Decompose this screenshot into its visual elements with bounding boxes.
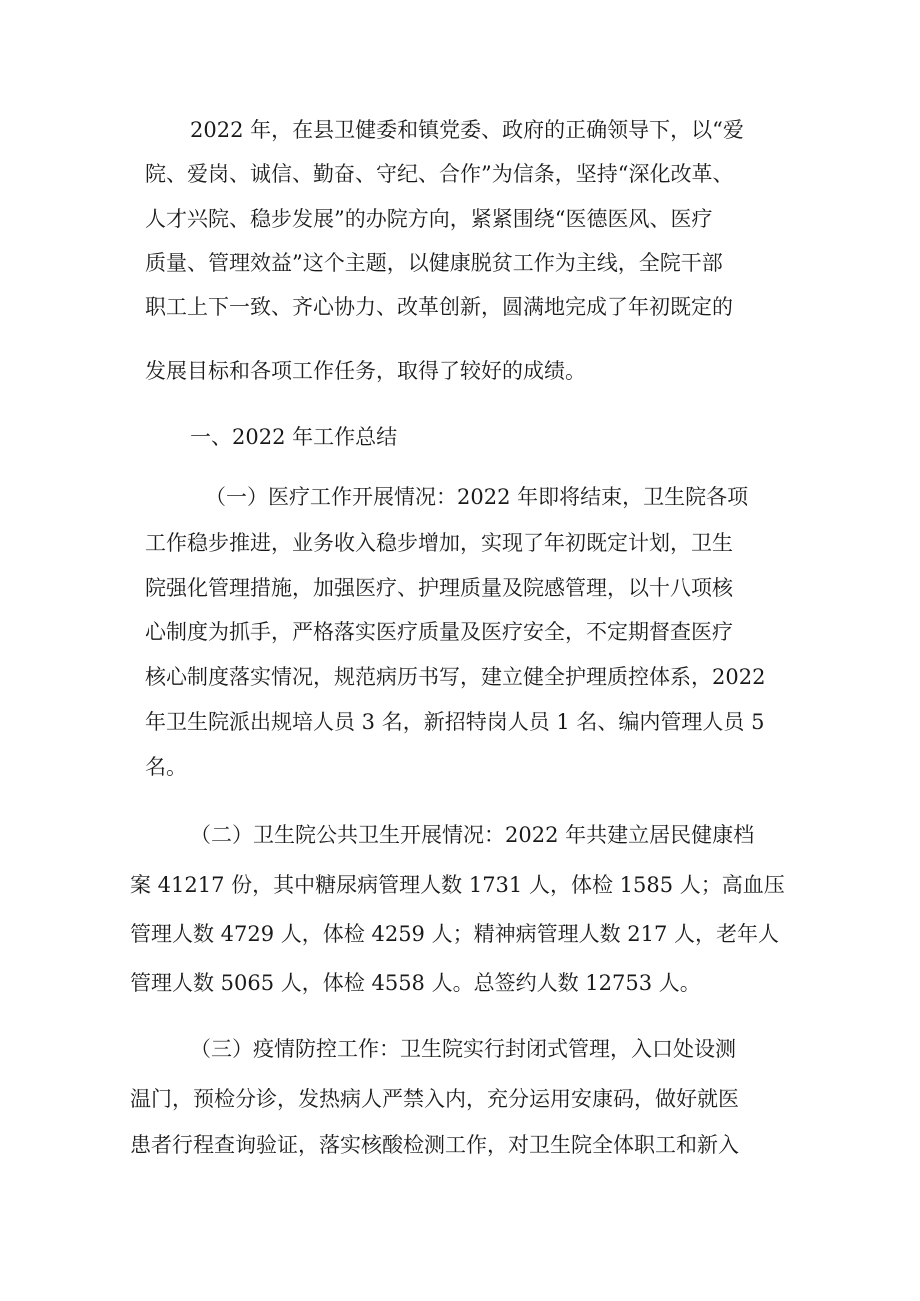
paragraph-medical-line-3: 院强化管理措施，加强医疗、护理质量及院感管理，以十八项核 — [145, 576, 733, 600]
paragraph-intro-line-6: 发展目标和各项工作任务，取得了较好的成绩。 — [145, 359, 586, 383]
paragraph-medical-line-6: 年卫生院派出规培人员 3 名，新招特岗人员 1 名、编内管理人员 5 — [145, 710, 765, 734]
paragraph-medical-line-5: 核心制度落实情况，规范病历书写，建立健全护理质控体系，2022 — [145, 665, 766, 689]
paragraph-epidemic-line-3: 患者行程查询验证，落实核酸检测工作，对卫生院全体职工和新入 — [130, 1133, 739, 1157]
paragraph-public-health-line-3: 管理人数 4729 人，体检 4259 人；精神病管理人数 217 人，老年人 — [130, 922, 780, 946]
section-heading: 一、2022 年工作总结 — [190, 425, 398, 449]
paragraph-epidemic-line-2: 温门，预检分诊，发热病人严禁入内，充分运用安康码，做好就医 — [130, 1087, 739, 1111]
paragraph-medical-line-7: 名。 — [145, 755, 187, 779]
paragraph-public-health-line-4: 管理人数 5065 人，体检 4558 人。总签约人数 12753 人。 — [130, 971, 701, 995]
paragraph-medical-line-4: 心制度为抓手，严格落实医疗质量及医疗安全，不定期督查医疗 — [145, 620, 733, 644]
paragraph-medical-line-2: 工作稳步推进，业务收入稳步增加，实现了年初既定计划，卫生 — [145, 531, 733, 555]
paragraph-intro-line-2: 院、爱岗、诚信、勤奋、守纪、合作”为信条，坚持“深化改革、 — [145, 162, 734, 186]
paragraph-intro-line-4: 质量、管理效益”这个主题，以健康脱贫工作为主线，全院干部 — [145, 251, 723, 275]
paragraph-intro-line-3: 人才兴院、稳步发展”的办院方向，紧紧围绕“医德医风、医疗 — [145, 207, 713, 231]
paragraph-intro-line-5: 职工上下一致、齐心协力、改革创新，圆满地完成了年初既定的 — [145, 295, 733, 319]
paragraph-medical-line-1: （一）医疗工作开展情况：2022 年即将结束，卫生院各项 — [205, 485, 749, 509]
paragraph-public-health-line-2: 案 41217 份，其中糖尿病管理人数 1731 人，体检 1585 人；高血压 — [130, 873, 785, 897]
paragraph-intro-line-1: 2022 年，在县卫健委和镇党委、政府的正确领导下，以“爱 — [190, 118, 744, 142]
paragraph-public-health-line-1: （二）卫生院公共卫生开展情况：2022 年共建立居民健康档 — [190, 823, 755, 847]
paragraph-epidemic-line-1: （三）疫情防控工作：卫生院实行封闭式管理，入口处设测 — [190, 1037, 736, 1061]
